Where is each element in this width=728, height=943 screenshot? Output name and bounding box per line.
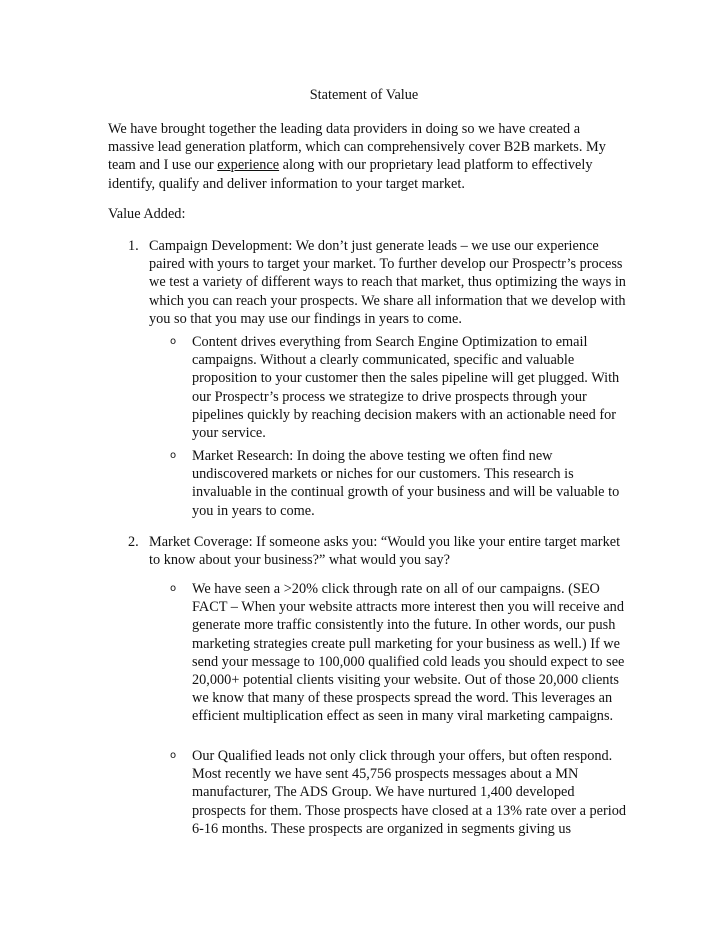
experience-link[interactable]: experience xyxy=(217,157,280,174)
list-number: 1. xyxy=(128,238,139,254)
value-added-heading: Value Added: xyxy=(108,206,186,222)
page-title: Statement of Value xyxy=(309,87,419,103)
bullet-icon: o xyxy=(170,583,177,594)
sub-item-text: Market Research: In doing the above testing we often find new undiscovered markets or niches for our customers. This research is invaluable in the continual growth of your business and will be valuable to you in years to come. xyxy=(192,448,620,519)
sub-item-text: Our Qualified leads not only click through your offers, but often respond. Most recently we have sent 45,756 prospects messages about a MN manufacturer, The ADS Group. We have nurtured 1,400 developed prospects for them. Those prospects have closed at a 13% rate over a period 6-16 months. These prospects are organized in segments giving us xyxy=(192,748,627,837)
list-item-text: Campaign Development: We don’t just generate leads – we use our experience paired with yours to target your market. To further develop our Prospectr’s process we test a variety of different ways to reach that market, thus optimizing the ways in which you can reach your prospects. We share all information that we develop with you so that you may use our findings in years to come. xyxy=(149,238,626,327)
bullet-icon: o xyxy=(170,336,177,347)
bullet-icon: o xyxy=(170,750,177,761)
list-number: 2. xyxy=(128,534,139,550)
intro-text-before: We have brought together the leading data providers in doing so we have created a massive lead generation platform, which can comprehensively cover B2B markets. My team and I use our xyxy=(108,121,606,174)
list-item-text: Market Coverage: If someone asks you: “Would you like your entire target market to know about your business?” what would you say? xyxy=(149,534,621,569)
intro-paragraph xyxy=(108,120,628,193)
bullet-icon: o xyxy=(170,450,177,461)
sub-item-text: We have seen a >20% click through rate on all of our campaigns. (SEO FACT – When your website attracts more interest then you will receive and generate more traffic consistently into the future. In other words, our push marketing strategies create pull marketing for your business as well.) If we send your message to 100,000 qualified cold leads you should expect to see 20,000+ potential clients visiting your website. Out of those 20,000 clients we know that many of these prospects spread the word. This leverages an efficient multiplication effect as seen in many viral marketing campaigns. xyxy=(192,581,625,725)
sub-item-text: Content drives everything from Search Engine Optimization to email campaigns. Without a clearly communicated, specific and valuable proposition to your customer then the sales pipeline will get plugged. With our Prospectr’s process we strategize to drive prospects through your pipelines quickly by reaching decision makers with an actionable need for your service. xyxy=(192,334,620,442)
intro-text-after: along with our proprietary lead platform to effectively identify, qualify and deliver information to your target market. xyxy=(108,157,593,192)
